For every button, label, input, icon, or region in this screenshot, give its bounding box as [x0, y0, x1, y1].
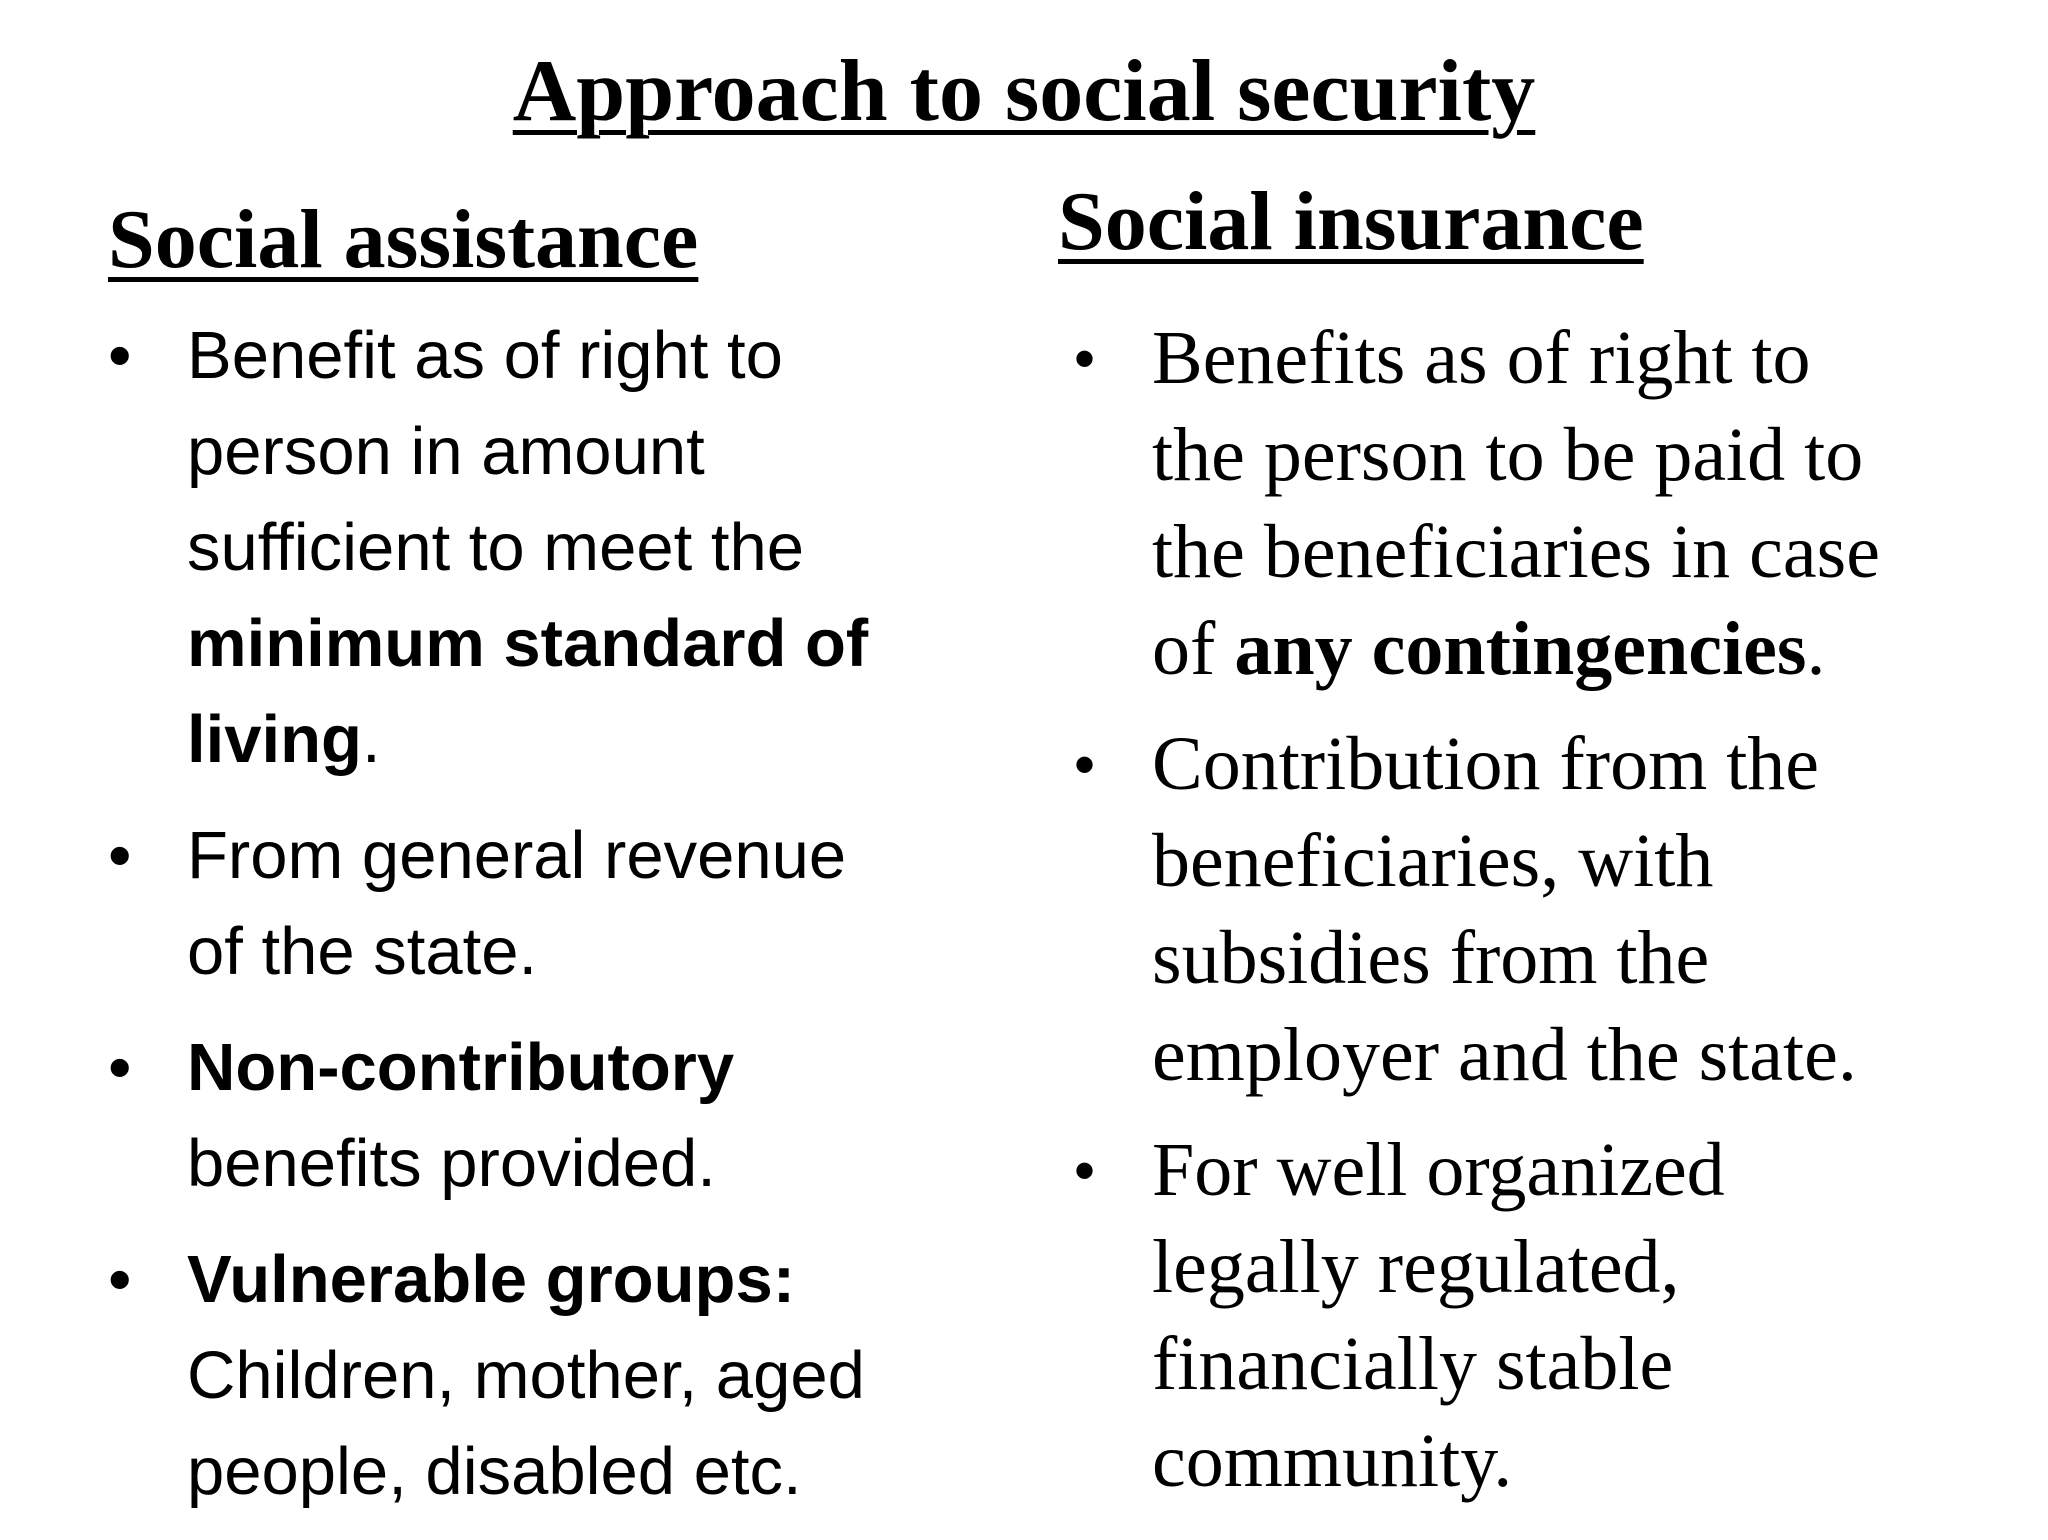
text: people, disabled etc. — [187, 1434, 802, 1509]
text: subsidies from the — [1152, 916, 1710, 1000]
bold-text: any contingencies — [1234, 607, 1807, 691]
bullet-line — [187, 596, 968, 692]
text: Contribution from the — [1152, 722, 1820, 806]
bullet-line — [1152, 407, 2014, 504]
bullet-line — [187, 904, 968, 1000]
text: of — [1152, 607, 1235, 691]
text: From general revenue — [187, 818, 847, 893]
bullet-line — [1152, 1413, 2014, 1510]
bold-text: minimum standard of — [187, 606, 869, 681]
social-assistance-heading-text: Social assistance — [108, 193, 699, 286]
text: sufficient to meet the — [187, 510, 805, 585]
text: . — [361, 702, 381, 777]
text: community. — [1152, 1419, 1513, 1503]
bullet-line — [1152, 601, 2014, 698]
bold-text: Vulnerable groups: — [187, 1242, 796, 1317]
bullet-line — [1152, 813, 2014, 910]
slide-title-text: Approach to social security — [512, 43, 1536, 140]
bullet-icon: • — [1074, 325, 1096, 392]
list-item — [1074, 310, 2014, 698]
list-item — [108, 308, 968, 788]
social-insurance-list — [1074, 310, 2014, 1528]
bullet-line — [1152, 504, 2014, 601]
bullet-line — [1152, 1007, 2014, 1104]
bullet-line — [187, 808, 968, 904]
bullet-icon: • — [108, 1242, 132, 1317]
bullet-line — [1152, 716, 2014, 813]
bullet-icon: • — [1074, 1137, 1096, 1204]
list-item — [108, 1232, 968, 1520]
text: of the state. — [187, 914, 538, 989]
bullet-icon: • — [1074, 731, 1096, 798]
bullet-line — [1152, 910, 2014, 1007]
bullet-line — [187, 1424, 968, 1520]
bullet-line — [187, 404, 968, 500]
text: legally regulated, — [1152, 1225, 1680, 1309]
social-assistance-list — [108, 308, 968, 1540]
text: beneficiaries, with — [1152, 819, 1714, 903]
bullet-line — [187, 1020, 968, 1116]
list-item — [108, 808, 968, 1000]
text: the beneficiaries in case — [1152, 510, 1880, 594]
bullet-line — [187, 308, 968, 404]
bullet-line — [187, 1328, 968, 1424]
text: employer and the state. — [1152, 1013, 1857, 1097]
bold-text: living — [187, 702, 362, 777]
text: Benefits as of right to — [1152, 316, 1811, 400]
bullet-icon: • — [108, 1030, 132, 1105]
bullet-line — [1152, 1219, 2014, 1316]
bullet-icon: • — [108, 818, 132, 893]
text: person in amount — [187, 414, 705, 489]
bullet-line — [187, 692, 968, 788]
list-item — [1074, 1122, 2014, 1510]
social-insurance-heading-text: Social insurance — [1058, 175, 1644, 268]
text: Children, mother, aged — [187, 1338, 865, 1413]
bullet-line — [1152, 310, 2014, 407]
list-item — [1074, 716, 2014, 1104]
slide-title — [0, 42, 2048, 142]
bullet-line — [1152, 1316, 2014, 1413]
social-insurance-heading — [1058, 174, 1644, 270]
bullet-line — [187, 1232, 968, 1328]
social-assistance-heading — [108, 192, 698, 288]
list-item — [108, 1020, 968, 1212]
bullet-icon: • — [108, 318, 132, 393]
text: the person to be paid to — [1152, 413, 1864, 497]
text: For well organized — [1152, 1128, 1725, 1212]
text: . — [1806, 607, 1826, 691]
bullet-line — [187, 1116, 968, 1212]
bold-text: Non-contributory — [187, 1030, 735, 1105]
bullet-line — [187, 500, 968, 596]
text: Benefit as of right to — [187, 318, 783, 393]
bullet-line — [1152, 1122, 2014, 1219]
text: financially stable — [1152, 1322, 1674, 1406]
text: benefits provided. — [187, 1126, 716, 1201]
